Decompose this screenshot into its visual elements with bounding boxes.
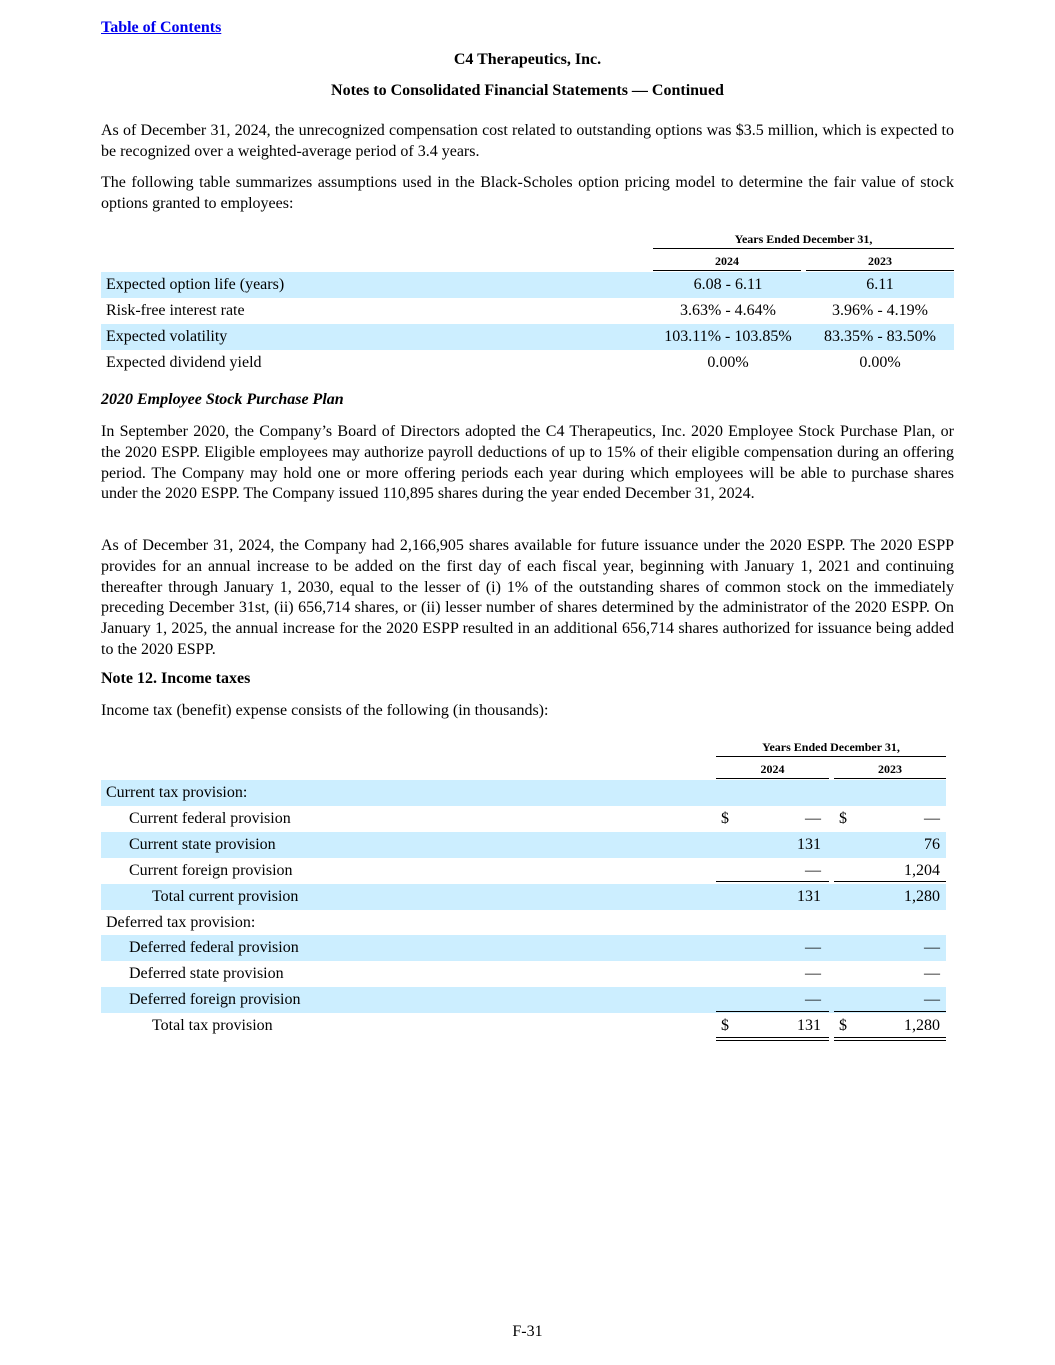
row-label: Deferred tax provision: — [106, 914, 256, 931]
table-row — [101, 1013, 946, 1039]
table-of-contents-link[interactable]: Table of Contents — [101, 19, 222, 36]
row-label: Current foreign provision — [129, 862, 293, 879]
table-row — [101, 272, 954, 298]
row-label: Current tax provision: — [106, 784, 248, 801]
row-label: Current state provision — [129, 836, 276, 853]
company-name: C4 Therapeutics, Inc. — [453, 51, 602, 68]
paragraph-unrecognized-cost: As of December 31, 2024, the unrecognized compensation cost related to outstanding options was $3.5 million, which is expected to be recognized over a weighted-average period of 3.4 years. — [101, 122, 954, 160]
value-2024: 103.11% - 103.85% — [664, 328, 792, 345]
value-2024: — — [805, 939, 821, 956]
table1-year-2023: 2023 — [868, 254, 892, 268]
table1-period-header: Years Ended December 31, — [734, 232, 873, 246]
paragraph-black-scholes-intro: The following table summarizes assumptions used in the Black-Scholes option pricing model to determine the fair value of stock options granted to employees: — [101, 174, 954, 212]
table1-header-rule — [653, 248, 954, 249]
value-2024: 131 — [797, 888, 821, 905]
row-label: Total tax provision — [152, 1017, 273, 1034]
table1-year-2024: 2024 — [715, 254, 739, 268]
section-heading-espp: 2020 Employee Stock Purchase Plan — [101, 391, 344, 408]
total-double-rule — [834, 1037, 946, 1041]
subtotal-rule — [716, 1011, 829, 1012]
value-2023: 6.11 — [866, 276, 894, 293]
row-label: Total current provision — [152, 888, 299, 905]
paragraph-income-tax-intro: Income tax (benefit) expense consists of the following (in thousands): — [101, 702, 549, 719]
value-2024: 131 — [797, 1017, 821, 1034]
row-label: Expected dividend yield — [106, 354, 262, 371]
row-label: Risk-free interest rate — [106, 302, 245, 319]
table-row — [101, 961, 946, 987]
table2-year-2023: 2023 — [878, 762, 902, 776]
table-row — [101, 987, 946, 1013]
value-2024: 6.08 - 6.11 — [693, 276, 763, 293]
value-2024: — — [805, 810, 821, 827]
currency-symbol: $ — [721, 810, 729, 827]
table-row — [101, 780, 946, 806]
value-2024: 3.63% - 4.64% — [680, 302, 776, 319]
currency-symbol: $ — [839, 1017, 847, 1034]
row-label: Expected volatility — [106, 328, 228, 345]
value-2023: 83.35% - 83.50% — [824, 328, 936, 345]
table2-year-rule — [834, 778, 946, 779]
value-2023: 1,280 — [904, 888, 940, 905]
value-2024: — — [805, 965, 821, 982]
value-2023: 1,280 — [904, 1017, 940, 1034]
currency-symbol: $ — [839, 810, 847, 827]
page-number: F-31 — [512, 1323, 543, 1340]
table-row — [101, 910, 946, 936]
value-2023: — — [924, 991, 940, 1008]
row-label: Expected option life (years) — [106, 276, 285, 293]
row-label: Deferred foreign provision — [129, 991, 301, 1008]
table1-year-rule — [806, 270, 954, 271]
paragraph-espp-shares: As of December 31, 2024, the Company had 2,166,905 shares available for future issuance under the 2020 ESPP. The 2020 ESPP provides for an annual increase to be added on the first day of each fiscal year, beginning with January 1, 2021 and continuing thereafter through January 1, 2030, equal to the lesser of (i) 1% of the outstanding shares of common stock on the immediately preceding December 31st, (ii) 656,714 shares, or (ii) lesser number of shares determined by the administrator of the 2020 ESPP. On January 1, 2025, the annual increase for the 2020 ESPP resulted in an additional 656,714 shares authorized for issuance being added to the 2020 ESPP. — [101, 537, 954, 658]
paragraph-espp-adoption: In September 2020, the Company’s Board of Directors adopted the C4 Therapeutics, Inc. 2020 Employee Stock Purchase Plan, or the 2020 ESPP. Eligible employees may authorize payroll deductions of up to 15% of their eligible compensation during an offering period. The Company may hold one or more offering periods each year during which employees will be able to purchase shares under the 2020 ESPP. The Company issued 110,895 shares during the year ended December 31, 2024. — [101, 423, 954, 503]
subtotal-rule — [834, 881, 946, 882]
table-row — [101, 298, 954, 324]
table1-year-rule — [653, 270, 801, 271]
table-row — [101, 806, 946, 832]
subtotal-rule — [716, 881, 829, 882]
table2-year-2024: 2024 — [760, 762, 785, 776]
row-label: Deferred state provision — [129, 965, 284, 982]
row-label: Current federal provision — [129, 810, 291, 827]
table2-period-header: Years Ended December 31, — [762, 740, 900, 754]
subtotal-rule — [834, 1011, 946, 1012]
table2-year-rule — [716, 778, 829, 779]
value-2023: 1,204 — [904, 862, 940, 879]
table2-header-rule — [716, 756, 946, 757]
table-row — [101, 884, 946, 910]
value-2023: 76 — [924, 836, 940, 853]
table-row — [101, 832, 946, 858]
value-2024: 0.00% — [707, 354, 749, 371]
page-subtitle: Notes to Consolidated Financial Statements — Continued — [331, 82, 724, 99]
total-double-rule — [716, 1037, 829, 1041]
currency-symbol: $ — [721, 1017, 729, 1034]
value-2023: — — [924, 965, 940, 982]
value-2024: — — [805, 991, 821, 1008]
table-row — [101, 350, 954, 376]
table-row — [101, 935, 946, 961]
value-2024: 131 — [797, 836, 821, 853]
value-2023: 0.00% — [859, 354, 901, 371]
value-2023: — — [924, 810, 940, 827]
section-heading-income-taxes: Note 12. Income taxes — [101, 670, 251, 687]
value-2023: 3.96% - 4.19% — [832, 302, 928, 319]
value-2024: — — [805, 862, 821, 879]
table-row — [101, 324, 954, 350]
value-2023: — — [924, 939, 940, 956]
row-label: Deferred federal provision — [129, 939, 299, 956]
